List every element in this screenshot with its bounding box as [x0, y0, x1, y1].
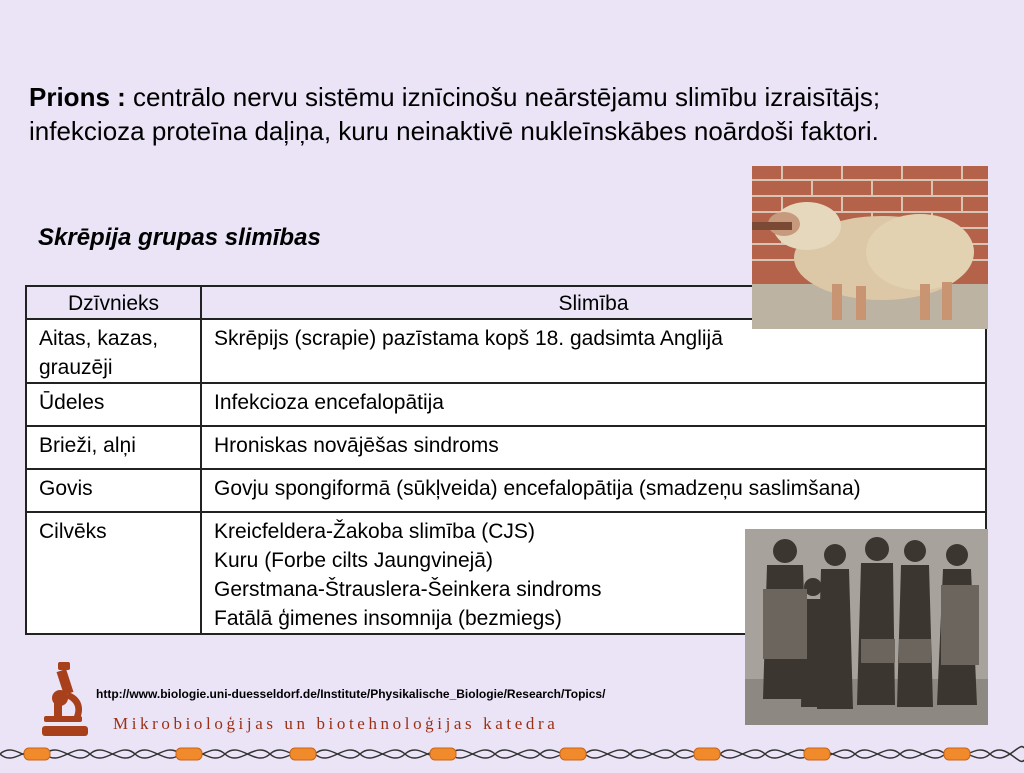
- column-header-animal: Dzīvnieks: [26, 286, 201, 319]
- disease-line: Kreicfeldera-Žakoba slimība (CJS): [214, 520, 535, 543]
- table-row: [26, 469, 986, 512]
- intro-term: Prions :: [29, 82, 126, 112]
- source-url: http://www.biologie.uni-duesseldorf.de/Institute/Physikalische_Biologie/Research/Topics/: [96, 687, 606, 701]
- disease-line: Gerstmana-Štrauslera-Šeinkera sindroms: [214, 578, 602, 601]
- column-header-disease: Slimība: [201, 286, 986, 319]
- people-illustration: [745, 529, 988, 725]
- animal-cell: Govis: [26, 469, 201, 512]
- table-heading: Skrēpija grupas slimības: [38, 224, 321, 251]
- table-row: [26, 426, 986, 469]
- decorative-border: [0, 740, 1024, 768]
- sheep-photo: [752, 166, 988, 329]
- intro-paragraph: [29, 80, 959, 148]
- disease-line: Kuru (Forbe cilts Jaungvinejā): [214, 549, 493, 572]
- intro-definition: centrālo nervu sistēmu iznīcinošu neārstējamu slimību izraisītājs; infekcioza proteīna daļiņa, kuru neinaktivē nukleīnskābes noārdoši faktori.: [29, 82, 881, 146]
- disease-cell: Skrēpijs (scrapie) pazīstama kopš 18. gadsimta Anglijā: [201, 319, 986, 383]
- sheep-illustration: [752, 166, 988, 329]
- animal-cell: Ūdeles: [26, 383, 201, 426]
- animal-cell: Aitas, kazas, grauzēji: [26, 319, 201, 383]
- disease-cell: Hroniskas novājēšas sindroms: [201, 426, 986, 469]
- animal-cell: Brieži, alņi: [26, 426, 201, 469]
- people-photo: [745, 529, 988, 725]
- table-row: [26, 383, 986, 426]
- disease-cell: Govju spongiformā (sūkļveida) encefalopātija (smadzeņu saslimšana): [201, 469, 986, 512]
- microscope-icon: [38, 662, 90, 738]
- department-name: Mikrobioloģijas un biotehnoloģijas katedra: [113, 714, 559, 733]
- disease-line: Fatālā ģimenes insomnija (bezmiegs): [214, 607, 562, 630]
- animal-cell: Cilvēks: [26, 512, 201, 634]
- disease-cell: Infekcioza encefalopātija: [201, 383, 986, 426]
